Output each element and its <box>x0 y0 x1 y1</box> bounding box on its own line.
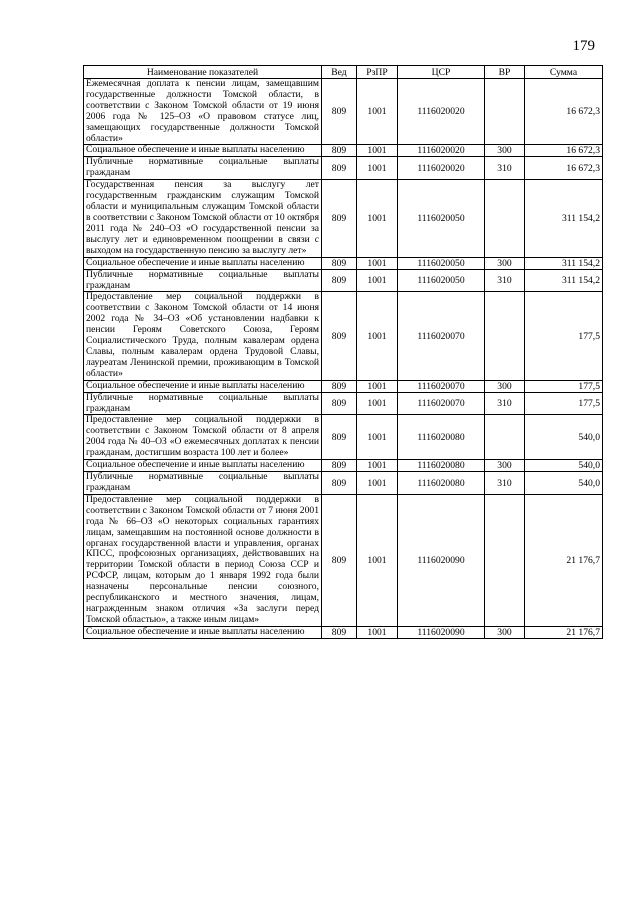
cell-csr: 1116020050 <box>398 180 485 257</box>
cell-csr: 1116020070 <box>398 380 485 392</box>
cell-ved: 809 <box>322 145 357 157</box>
header-sum: Сумма <box>525 66 603 79</box>
cell-rzpr: 1001 <box>357 460 398 472</box>
cell-vr: 310 <box>485 269 525 292</box>
table-row <box>84 257 603 269</box>
table-row <box>84 269 603 292</box>
cell-rzpr: 1001 <box>357 257 398 269</box>
cell-csr: 1116020050 <box>398 257 485 269</box>
cell-name: Предоставление мер социальной поддержки в соответствии с Законом Томской области от 8 апреля 2004 года № 40–ОЗ «О ежемесячных доплатах к пенсии гражданам, достигшим возраста 100 лет и более» <box>84 415 322 460</box>
cell-sum: 16 672,3 <box>525 145 603 157</box>
cell-rzpr: 1001 <box>357 180 398 257</box>
cell-sum: 311 154,2 <box>525 180 603 257</box>
cell-ved: 809 <box>322 472 357 495</box>
table-row <box>84 79 603 145</box>
cell-name: Ежемесячная доплата к пенсии лицам, замещавшим государственные должности Томской области, в соответствии с Законом Томской области от 19 июня 2006 года № 125–ОЗ «О правовом статусе лиц, замещающих государственные должности Томской области» <box>84 79 322 145</box>
cell-vr: 300 <box>485 626 525 638</box>
cell-rzpr: 1001 <box>357 292 398 380</box>
cell-csr: 1116020080 <box>398 415 485 460</box>
cell-rzpr: 1001 <box>357 494 398 626</box>
cell-rzpr: 1001 <box>357 79 398 145</box>
cell-name: Публичные нормативные социальные выплаты гражданам <box>84 472 322 495</box>
cell-sum: 16 672,3 <box>525 79 603 145</box>
cell-csr: 1116020080 <box>398 472 485 495</box>
cell-rzpr: 1001 <box>357 626 398 638</box>
cell-csr: 1116020070 <box>398 392 485 415</box>
cell-sum: 311 154,2 <box>525 269 603 292</box>
cell-name: Социальное обеспечение и иные выплаты населению <box>84 380 322 392</box>
cell-vr: 300 <box>485 145 525 157</box>
cell-rzpr: 1001 <box>357 415 398 460</box>
cell-ved: 809 <box>322 157 357 180</box>
cell-rzpr: 1001 <box>357 472 398 495</box>
cell-ved: 809 <box>322 626 357 638</box>
cell-sum: 177,5 <box>525 380 603 392</box>
cell-sum: 21 176,7 <box>525 626 603 638</box>
cell-vr <box>485 494 525 626</box>
table-row <box>84 392 603 415</box>
cell-rzpr: 1001 <box>357 145 398 157</box>
cell-vr: 310 <box>485 472 525 495</box>
cell-vr: 300 <box>485 257 525 269</box>
cell-vr: 300 <box>485 460 525 472</box>
cell-rzpr: 1001 <box>357 269 398 292</box>
cell-csr: 1116020020 <box>398 145 485 157</box>
cell-name: Публичные нормативные социальные выплаты гражданам <box>84 157 322 180</box>
budget-table <box>83 65 603 639</box>
table-row <box>84 145 603 157</box>
cell-ved: 809 <box>322 79 357 145</box>
cell-sum: 177,5 <box>525 292 603 380</box>
header-name: Наименование показателей <box>84 66 322 79</box>
cell-csr: 1116020080 <box>398 460 485 472</box>
cell-ved: 809 <box>322 494 357 626</box>
cell-name: Социальное обеспечение и иные выплаты населению <box>84 626 322 638</box>
cell-name: Социальное обеспечение и иные выплаты населению <box>84 460 322 472</box>
table-row <box>84 380 603 392</box>
cell-sum: 540,0 <box>525 415 603 460</box>
cell-ved: 809 <box>322 292 357 380</box>
cell-csr: 1116020090 <box>398 626 485 638</box>
cell-sum: 540,0 <box>525 460 603 472</box>
cell-ved: 809 <box>322 180 357 257</box>
cell-csr: 1116020090 <box>398 494 485 626</box>
cell-vr <box>485 292 525 380</box>
table-row <box>84 180 603 257</box>
cell-sum: 540,0 <box>525 472 603 495</box>
cell-name: Предоставление мер социальной поддержки в соответствии с Законом Томской области от 7 июня 2001 года № 66–ОЗ «О некоторых социальных гарантиях лицам, замещавшим на постоянной основе должности в органах государственной власти и управления, органах КПСС, профсоюзных организациях, действовавших на территории Томской области в период Союза ССР и РСФСР, лицам, которым до 1 января 1992 года были назначены персональные пенсии союзного, республиканского и местного значения, лицам, награжденным знаком отличия «За заслуги перед Томской областью», а также иным лицам» <box>84 494 322 626</box>
header-rzpr: РзПР <box>357 66 398 79</box>
cell-vr <box>485 79 525 145</box>
header-ved: Вед <box>322 66 357 79</box>
header-csr: ЦСР <box>398 66 485 79</box>
table-header-row <box>84 66 603 79</box>
table-row <box>84 157 603 180</box>
cell-ved: 809 <box>322 392 357 415</box>
cell-csr: 1116020050 <box>398 269 485 292</box>
page-number: 179 <box>572 38 595 54</box>
table-row <box>84 460 603 472</box>
cell-vr: 310 <box>485 392 525 415</box>
table-row <box>84 472 603 495</box>
cell-ved: 809 <box>322 269 357 292</box>
cell-name: Социальное обеспечение и иные выплаты населению <box>84 145 322 157</box>
cell-sum: 21 176,7 <box>525 494 603 626</box>
cell-csr: 1116020020 <box>398 157 485 180</box>
cell-rzpr: 1001 <box>357 392 398 415</box>
cell-vr: 310 <box>485 157 525 180</box>
cell-ved: 809 <box>322 415 357 460</box>
table-row <box>84 626 603 638</box>
cell-name: Социальное обеспечение и иные выплаты населению <box>84 257 322 269</box>
table-row <box>84 494 603 626</box>
cell-rzpr: 1001 <box>357 380 398 392</box>
cell-vr: 300 <box>485 380 525 392</box>
cell-sum: 16 672,3 <box>525 157 603 180</box>
cell-vr <box>485 180 525 257</box>
cell-vr <box>485 415 525 460</box>
cell-rzpr: 1001 <box>357 157 398 180</box>
cell-name: Государственная пенсия за выслугу лет государственным гражданским служащим Томской области и муниципальным служащим Томской области в соответствии с Законом Томской области от 10 октября 2011 года № 240–ОЗ «О государственной пенсии за выслугу лет и единовременном поощрении в связи с выходом на государственную пенсию за выслугу лет» <box>84 180 322 257</box>
cell-sum: 177,5 <box>525 392 603 415</box>
table-row <box>84 415 603 460</box>
cell-name: Публичные нормативные социальные выплаты гражданам <box>84 269 322 292</box>
cell-csr: 1116020070 <box>398 292 485 380</box>
cell-ved: 809 <box>322 257 357 269</box>
header-vr: ВР <box>485 66 525 79</box>
table-row <box>84 292 603 380</box>
cell-sum: 311 154,2 <box>525 257 603 269</box>
cell-name: Предоставление мер социальной поддержки в соответствии с Законом Томской области от 14 июня 2002 года № 34–ОЗ «Об установлении надбавки к пенсии Героям Советского Союза, Героям Социалистического Труда, полным кавалерам ордена Славы, полным кавалерам ордена Трудовой Славы, лауреатам Ленинской премии, проживающим в Томской области» <box>84 292 322 380</box>
cell-ved: 809 <box>322 380 357 392</box>
cell-csr: 1116020020 <box>398 79 485 145</box>
cell-name: Публичные нормативные социальные выплаты гражданам <box>84 392 322 415</box>
cell-ved: 809 <box>322 460 357 472</box>
